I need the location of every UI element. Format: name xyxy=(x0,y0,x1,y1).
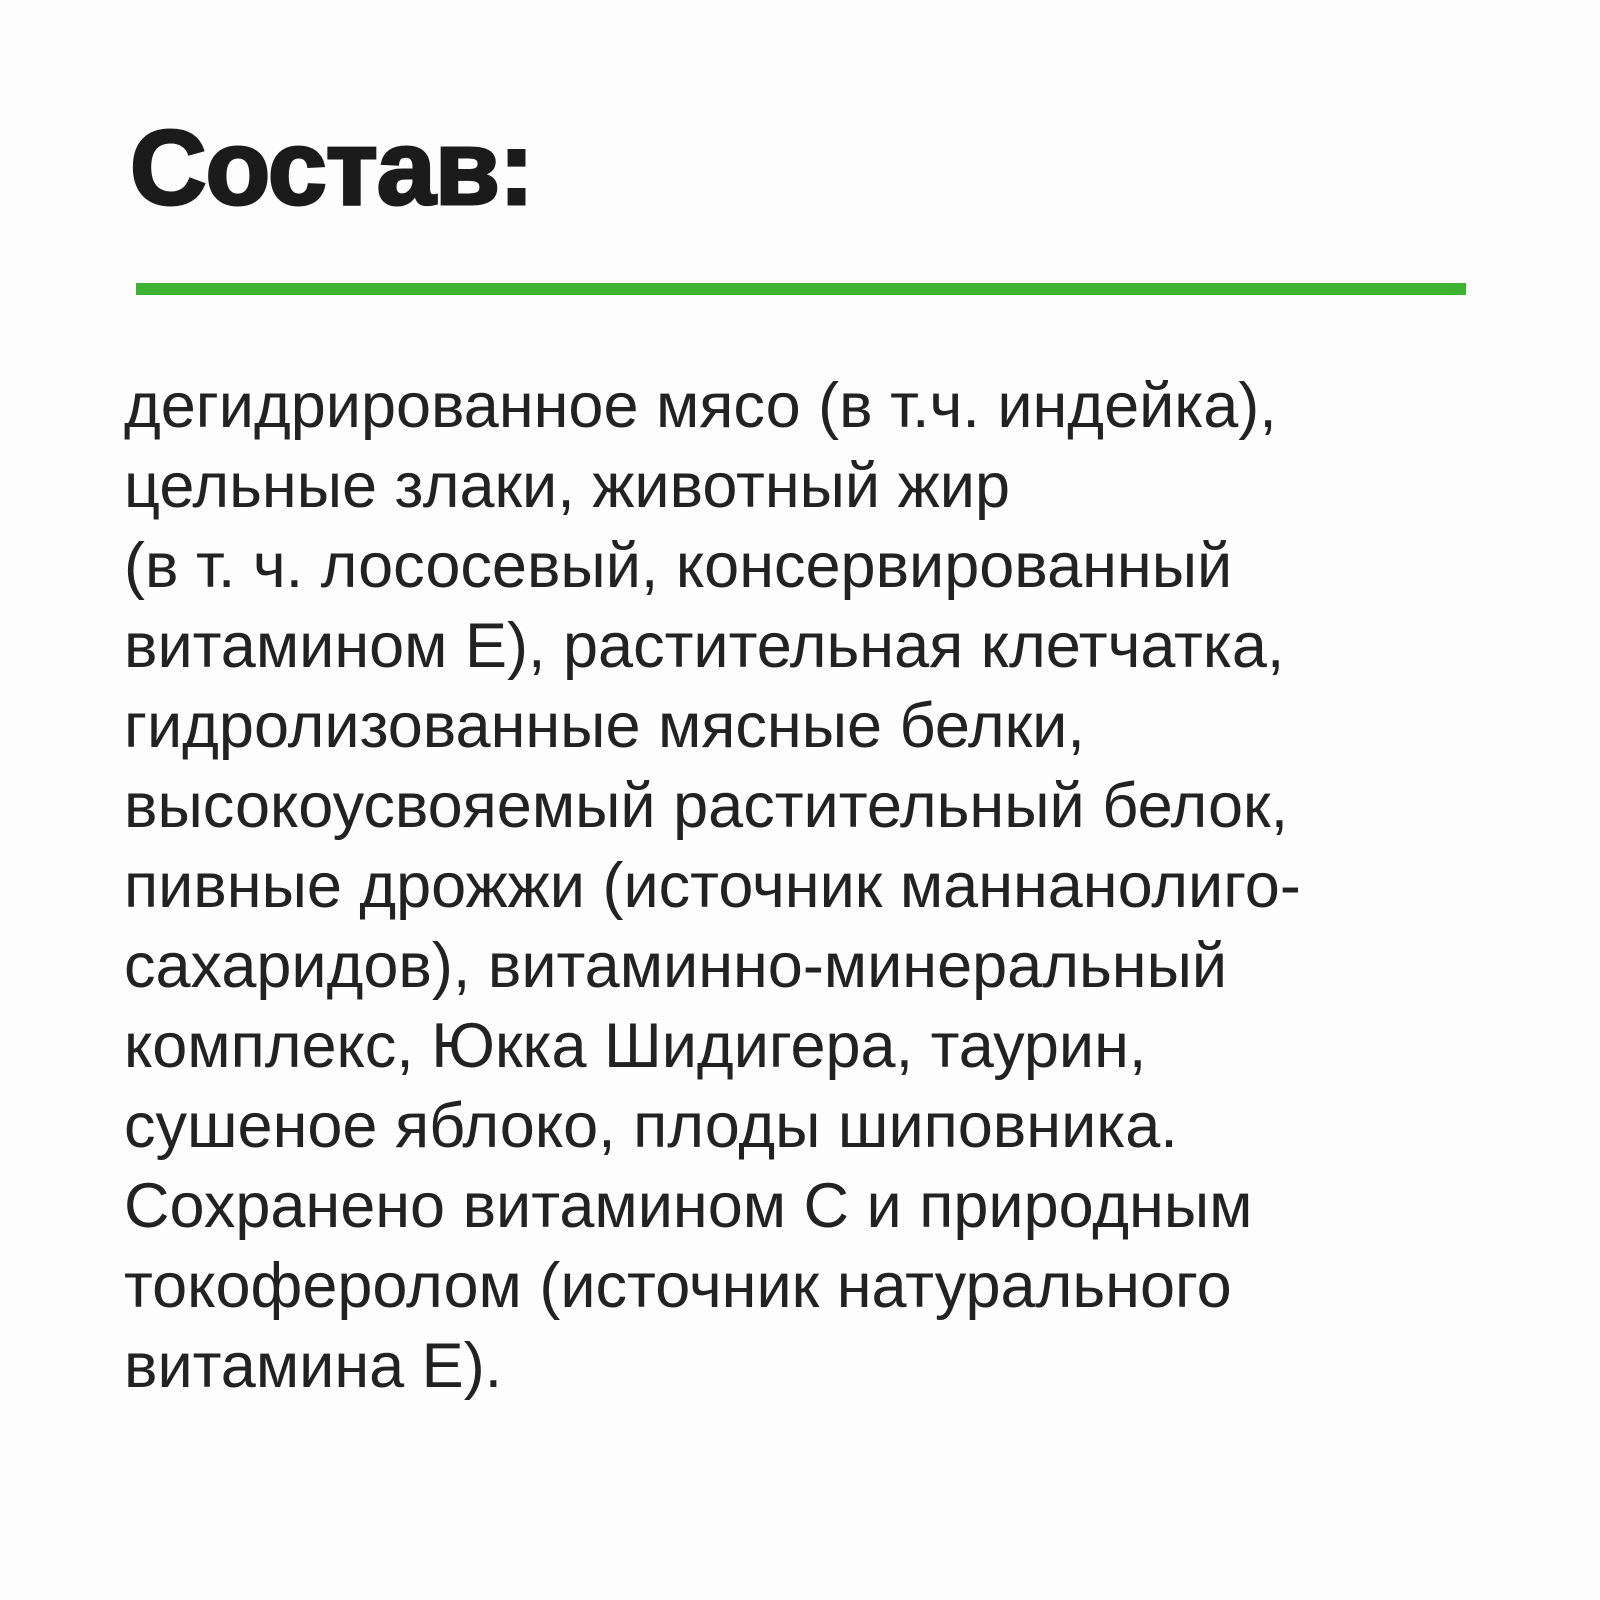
composition-line: (в т. ч. лососевый, консервированный xyxy=(124,531,1233,601)
composition-line: сушеное яблоко, плоды шиповника. xyxy=(124,1091,1178,1161)
composition-line: витамина Е). xyxy=(124,1331,503,1401)
composition-line: высокоусвояемый растительный белок, xyxy=(124,771,1289,841)
composition-line: комплекс, Юкка Шидигера, таурин, xyxy=(124,1011,1147,1081)
title-divider xyxy=(136,283,1466,295)
composition-line: цельные злаки, животный жир xyxy=(124,451,1010,521)
composition-line: витамином Е), растительная клетчатка, xyxy=(124,611,1285,681)
composition-line: Сохранено витамином С и природным xyxy=(124,1171,1253,1241)
composition-line: токоферолом (источник натурального xyxy=(124,1251,1232,1321)
composition-line: гидролизованные мясные белки, xyxy=(124,691,1085,761)
composition-line: дегидрированное мясо (в т.ч. индейка), xyxy=(124,371,1277,441)
composition-text xyxy=(124,366,1564,1406)
composition-line: сахаридов), витаминно-минеральный xyxy=(124,931,1228,1001)
composition-line: пивные дрожжи (источник маннанолиго- xyxy=(124,851,1301,921)
composition-title: Состав: xyxy=(130,109,534,227)
